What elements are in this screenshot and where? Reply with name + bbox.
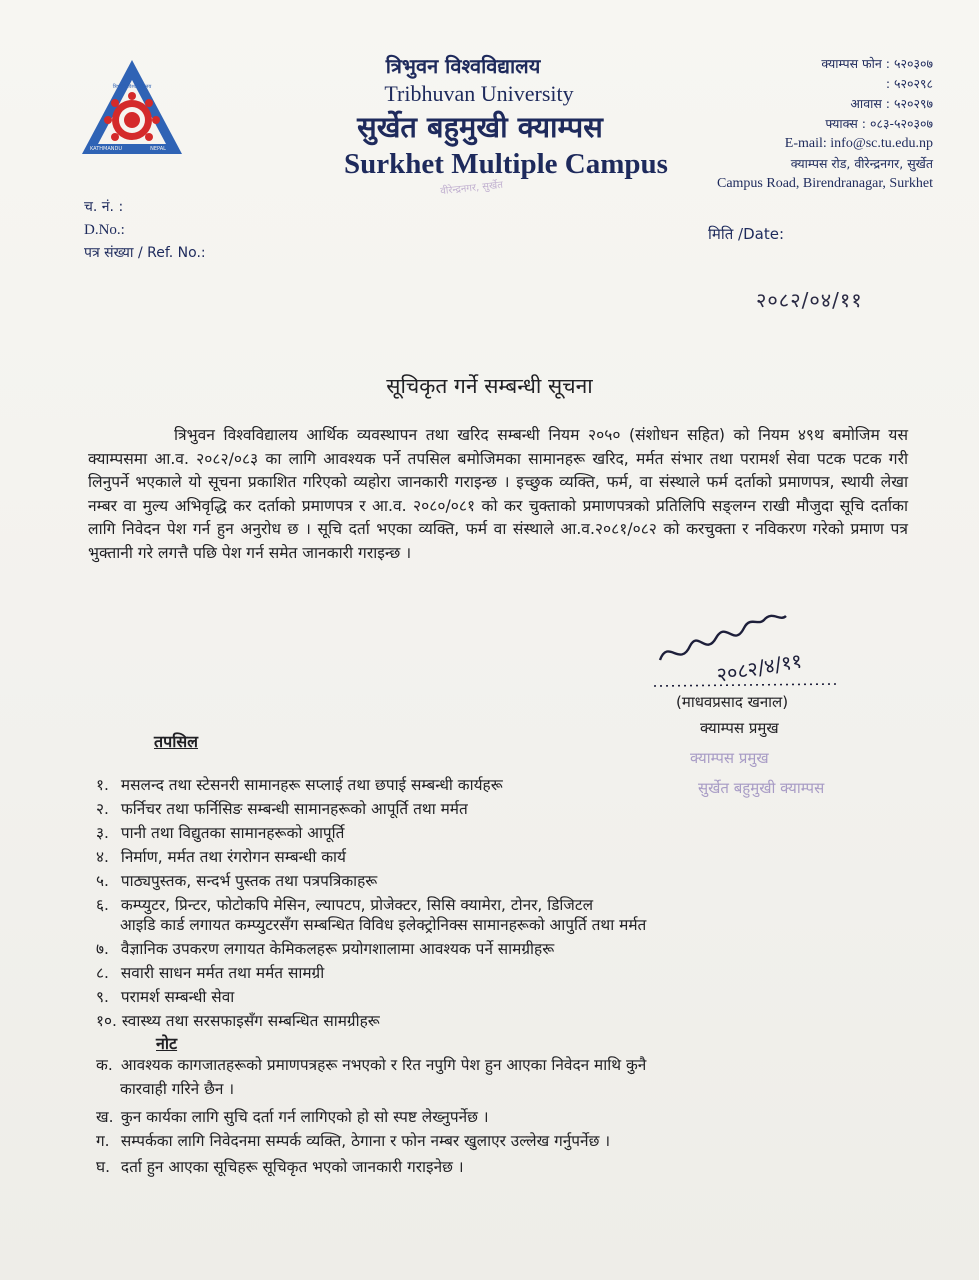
notice-title: सूचिकृत गर्ने सम्बन्धी सूचना — [386, 374, 593, 398]
list-item — [96, 894, 593, 915]
dispatch-no-label: D.No.: — [84, 222, 125, 238]
list-item-text: आइडि कार्ड लगायत कम्प्युटरसँग सम्बन्धित विविध इलेक्ट्रोनिक्स सामानहरूको आपुर्ति तथा मर्मत — [120, 916, 647, 934]
faded-stamp: वीरेन्द्रनगर, सुर्खेत — [439, 179, 504, 198]
list-item-text: वैज्ञानिक उपकरण लगायत केमिकलहरू प्रयोगशालामा आवश्यक पर्ने सामग्रीहरू — [120, 940, 555, 958]
campus-phone-2: : ५२०२९८ — [885, 76, 933, 91]
notes-heading: नोट — [156, 1034, 178, 1053]
note-item — [96, 1130, 610, 1151]
note-item-text: आवश्यक कागजातहरूको प्रमाणपत्रहरू नभएको र रित नपुगि पेश हुन आएका निवेदन माथि कुनै — [120, 1056, 647, 1074]
campus-phone: क्याम्पस फोन : ५२०३०७ — [821, 56, 933, 71]
stamp-campus: सुर्खेत बहुमुखी क्याम्पस — [698, 779, 825, 797]
note-item-text: कारवाही गरिने छैन । — [120, 1080, 235, 1098]
list-item-number: ७. — [96, 940, 109, 958]
date-value: २०८२/०४/११ — [756, 288, 863, 312]
reference-block — [84, 196, 206, 265]
list-item-text: स्वास्थ्य तथा सरसफाइसँग सम्बन्धित सामग्रीहरू — [121, 1012, 380, 1030]
university-name-en: Tribhuvan University — [384, 81, 574, 106]
note-item-text: कुन कार्यका लागि सुचि दर्ता गर्न लागिएको हो सो स्पष्ट लेख्नुपर्नेछ । — [120, 1108, 489, 1126]
logo-text-left: KATHMANDU — [89, 146, 123, 152]
ref-no-label: पत्र संख्या / Ref. No.: — [84, 245, 206, 261]
signatory-title: क्याम्पस प्रमुख — [700, 719, 779, 737]
list-item-text: पाठ्यपुस्तक, सन्दर्भ पुस्तक तथा पत्रपत्रिकाहरू — [120, 872, 378, 890]
list-item — [96, 774, 503, 795]
list-item-text: परामर्श सम्बन्धी सेवा — [120, 988, 235, 1006]
address-np: क्याम्पस रोड, वीरेन्द्रनगर, सुर्खेत — [790, 156, 933, 171]
list-item — [96, 1010, 380, 1031]
list-item-text: निर्माण, मर्मत तथा रंगरोगन सम्बन्धी कार्य — [120, 848, 346, 866]
list-item — [96, 962, 324, 983]
university-logo — [78, 58, 186, 158]
list-item-text: सवारी साधन मर्मत तथा मर्मत सामग्री — [120, 964, 325, 982]
list-item-number: ६. — [96, 896, 109, 914]
list-item — [96, 870, 377, 891]
note-item-letter: क. — [96, 1056, 113, 1074]
note-item-text: सम्पर्कका लागि निवेदनमा सम्पर्क व्यक्ति, ठेगाना र फोन नम्बर खुलाएर उल्लेख गर्नुपर्नेछ । — [120, 1132, 611, 1150]
note-item — [96, 1054, 646, 1075]
cha-no-label: च. नं. : — [84, 199, 124, 215]
address-en: Campus Road, Birendranagar, Surkhet — [716, 176, 933, 191]
list-item-number: ९. — [96, 988, 109, 1006]
list-item — [96, 822, 344, 843]
list-item-number: ३. — [96, 824, 109, 842]
signature-scribble — [646, 598, 846, 694]
list-item-text: फर्निचर तथा फर्निसिङ सम्बन्धी सामानहरूको आपूर्ति तथा मर्मत — [120, 800, 468, 818]
email-address: E-mail: info@sc.tu.edu.np — [784, 136, 933, 151]
list-item — [96, 986, 234, 1007]
note-item-text: दर्ता हुन आएका सूचिहरू सूचिकृत भएको जानकारी गराइनेछ । — [120, 1158, 464, 1176]
list-item-number: ५. — [96, 872, 109, 890]
logo-text-top: त्रिभुवन विश्वविद्यालय — [112, 84, 152, 90]
list-item-number: २. — [96, 800, 109, 818]
campus-name-en: Surkhet Multiple Campus — [344, 148, 668, 180]
logo-text-right: NEPAL — [150, 146, 166, 152]
note-item — [96, 1106, 489, 1127]
list-item-number: १. — [96, 776, 109, 794]
fax-number: फ्याक्स : ०८३-५२०३०७ — [825, 116, 933, 131]
signature-date-note: २०८२/४/११ — [714, 648, 804, 687]
campus-name-np: सुर्खेत बहुमुखी क्याम्पस — [357, 110, 603, 144]
list-item-text: पानी तथा विद्युतका सामानहरूको आपूर्ति — [120, 824, 345, 842]
list-item-number: १०. — [96, 1012, 117, 1030]
list-item-number: ४. — [96, 848, 109, 866]
list-item — [96, 938, 554, 959]
note-item-letter: ख. — [96, 1108, 114, 1126]
note-item-continuation — [120, 1078, 234, 1099]
list-item-text: कम्प्युटर, प्रिन्टर, फोटोकपि मेसिन, ल्यापटप, प्रोजेक्टर, सिसि क्यामेरा, टोनर, डिजिटल — [120, 896, 594, 914]
contact-block — [690, 54, 933, 194]
note-item-letter: घ. — [96, 1158, 110, 1176]
list-item-text: मसलन्द तथा स्टेसनरी सामानहरू सप्लाई तथा छपाई सम्बन्धी कार्यहरू — [120, 776, 503, 794]
stamp-title: क्याम्पस प्रमुख — [690, 749, 769, 767]
list-item-number: ८. — [96, 964, 109, 982]
notice-body: त्रिभुवन विश्वविद्यालय आर्थिक व्यवस्थापन तथा खरिद सम्बन्धी नियम २०५० (संशोधन सहित) को नियम ४९थ बमोजिम यस क्याम्पसमा आ.व. २०८२/०८३ का लागि आवश्यक पर्ने तपसिल बमोजिमका सामानहरू खरिद, मर्मत संभार तथा परामर्श सेवा पटक पटक गरी लिनुपर्ने भएकाले यो सूचना प्रकाशित गरिएको व्यहोरा जानकारी गराइन्छ । इच्छुक व्यक्ति, फर्म, वा संस्थाले फर्म दर्ताको प्रमाणपत्र, स्थायी लेखा नम्बर वा मुल्य अभिवृद्धि कर दर्ताको प्रमाणपत्र र आ.व. २०८०/०८१ को कर चुक्ताको प्रमाणपत्रको प्रतिलिपि सङ्लग्न राखी मौजुदा सूचि दर्ताका लागि निवेदन पेश गर्न हुन अनुरोध छ । सूचि दर्ता भएका व्यक्ति, फर्म वा संस्थाले आ.व.२०८१/०८२ को करचुक्ता र नविकरण गरेको प्रमाण पत्र भुक्तानी गरे लगत्तै पछि पेश गर्न समेत जानकारी गराइन्छ । — [88, 426, 908, 562]
university-name-np: त्रिभुवन विश्वविद्यालय — [385, 54, 541, 78]
list-item — [96, 846, 346, 867]
list-item — [96, 798, 468, 819]
signatory-name: (माधवप्रसाद खनाल) — [676, 693, 789, 711]
note-item-letter: ग. — [96, 1132, 110, 1150]
residence-phone: आवास : ५२०२९७ — [850, 96, 933, 111]
note-item — [96, 1156, 464, 1177]
list-item-continuation — [120, 914, 646, 935]
tapasil-heading: तपसिल — [154, 732, 199, 751]
date-label: मिति /Date: — [708, 225, 785, 243]
letterhead-title — [318, 52, 688, 181]
